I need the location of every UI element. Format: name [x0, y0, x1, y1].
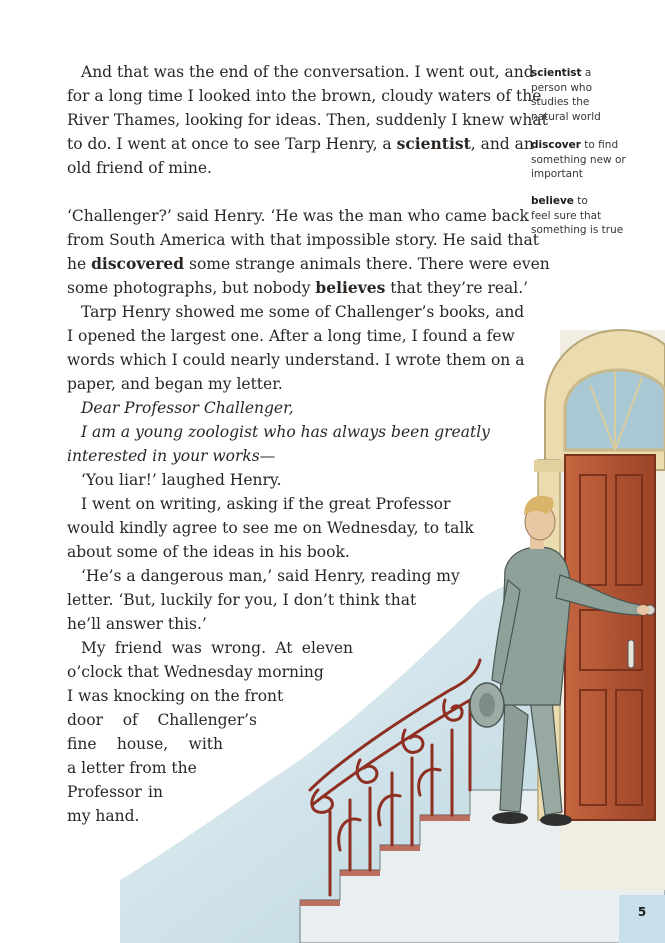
- body-line: [67, 86, 542, 106]
- body-line-text: he: [67, 255, 92, 273]
- body-line: [81, 62, 534, 82]
- page-number: 5: [637, 905, 647, 919]
- body-line: [81, 302, 525, 322]
- body-line: [81, 422, 490, 442]
- body-line-text: , and an: [470, 135, 534, 153]
- glossary-definition: to find: [584, 139, 619, 151]
- body-line-text: ‘You liar!’ laughed Henry.: [81, 471, 282, 489]
- glossary-definition: person who: [531, 81, 592, 94]
- body-line-text: o’clock that Wednesday morning: [67, 663, 324, 681]
- body-line: [67, 230, 539, 250]
- body-line-text: my hand.: [67, 807, 140, 825]
- body-line: [67, 734, 223, 754]
- body-line-text: to do. I went at once to see Tarp Henry, a: [67, 135, 397, 153]
- body-line: [67, 614, 207, 634]
- body-line: [67, 254, 550, 274]
- glossary-definition: to: [577, 195, 588, 207]
- body-line: [67, 542, 350, 562]
- body-line: [67, 350, 525, 370]
- body-line: [67, 446, 275, 466]
- body-line-text: River Thames, looking for ideas. Then, suddenly I knew what: [67, 111, 548, 129]
- body-line-text: I opened the largest one. After a long time, I found a few: [67, 327, 515, 345]
- body-line: [67, 326, 515, 346]
- body-line: [67, 518, 474, 538]
- body-line-text: ‘He’s a dangerous man,’ said Henry, reading my: [81, 567, 460, 585]
- body-line: [67, 662, 324, 682]
- glossary-term: believe: [531, 195, 574, 207]
- body-line-text: I was knocking on the front: [67, 687, 284, 705]
- body-line-text: would kindly agree to see me on Wednesday, to talk: [67, 519, 474, 537]
- body-line-text: from South America with that impossible story. He said that: [67, 231, 539, 249]
- body-line-text: door of Challenger’s: [67, 711, 257, 729]
- body-line-text: words which I could nearly understand. I wrote them on a: [67, 351, 525, 369]
- body-line-text: some strange animals there. There were even: [184, 255, 550, 273]
- body-line-text: he’ll answer this.’: [67, 615, 207, 633]
- body-line: [67, 758, 197, 778]
- body-line-text: interested in your works—: [67, 447, 276, 465]
- body-line: [67, 206, 529, 226]
- body-line-text: paper, and began my letter.: [67, 375, 283, 393]
- glossary-term: scientist: [531, 67, 582, 79]
- body-line-text: for a long time I looked into the brown, cloudy waters of the: [67, 87, 542, 105]
- glossary-definition: natural world: [531, 110, 601, 123]
- body-line: [81, 470, 282, 490]
- body-line-text: old friend of mine.: [67, 159, 212, 177]
- body-line-text: about some of the ideas in his book.: [67, 543, 350, 561]
- body-line: [81, 494, 450, 514]
- glossary-definition: feel sure that: [531, 209, 602, 222]
- body-line-text: some photographs, but nobody: [67, 279, 316, 297]
- body-line-text: a letter from the: [67, 759, 197, 777]
- glossary-term-highlight: discovered: [91, 254, 185, 273]
- glossary-definition: something is true: [531, 224, 624, 236]
- body-line: [67, 134, 534, 154]
- body-line: [81, 566, 460, 586]
- glossary-entry: [531, 138, 641, 182]
- glossary-definition: important: [531, 168, 583, 180]
- body-line: [67, 710, 257, 730]
- body-line-text: I am a young zoologist who has always been greatly: [81, 423, 490, 441]
- body-line: [81, 398, 294, 418]
- glossary-term-highlight: believes: [315, 278, 386, 297]
- door-knocker: [628, 640, 634, 668]
- body-line-text: letter. ‘But, luckily for you, I don’t think that: [67, 591, 417, 609]
- glossary-definition: studies the: [531, 96, 590, 108]
- glossary-definition: something new or: [531, 153, 626, 166]
- body-line-text: fine house, with: [67, 735, 223, 753]
- body-line: [81, 638, 353, 658]
- glossary-entry: [531, 66, 641, 124]
- body-line-text: Professor in: [67, 783, 163, 801]
- body-line-text: I went on writing, asking if the great Professor: [81, 495, 451, 513]
- glossary-term-highlight: scientist: [396, 134, 471, 153]
- body-line: [67, 158, 212, 178]
- body-line-text: that they’re real.’: [385, 279, 529, 297]
- body-line: [67, 590, 416, 610]
- body-line-text: ‘Challenger?’ said Henry. ‘He was the man who came back: [67, 207, 529, 225]
- body-line: [67, 806, 139, 826]
- body-line-text: Dear Professor Challenger,: [81, 399, 294, 417]
- body-line-text: My friend was wrong. At eleven: [81, 639, 353, 657]
- body-line: [67, 278, 529, 298]
- body-line: [67, 686, 284, 706]
- body-line: [67, 374, 283, 394]
- body-line: [67, 782, 163, 802]
- glossary-entry: [531, 194, 641, 238]
- body-line-text: And that was the end of the conversation. I went out, and: [81, 63, 534, 81]
- glossary-term: discover: [531, 139, 581, 151]
- glossary-definition: a: [584, 67, 592, 79]
- body-line: [67, 110, 548, 130]
- body-line-text: Tarp Henry showed me some of Challenger’s books, and: [81, 303, 525, 321]
- page-number-box: [619, 895, 665, 943]
